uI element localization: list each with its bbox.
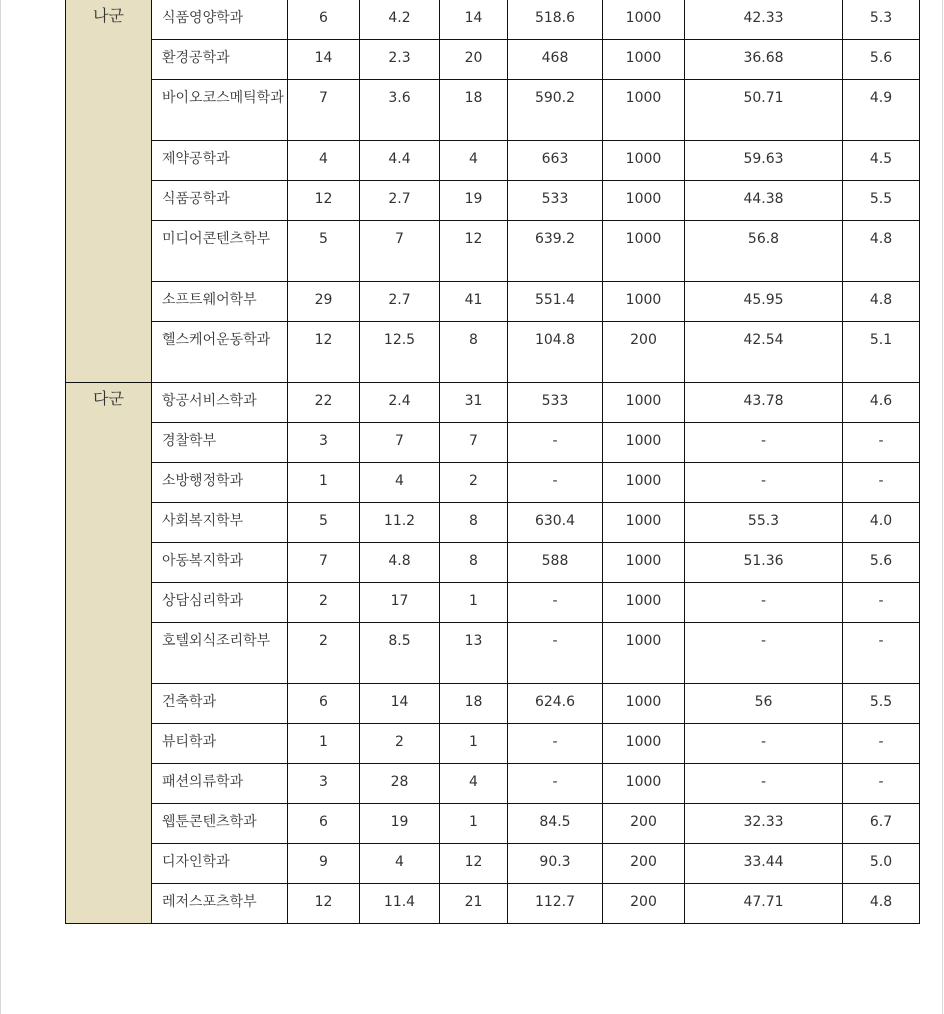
cell-score-max: 1000 [603,724,685,764]
cell-score-avg: 90.3 [508,844,603,884]
cell-score-avg: - [508,724,603,764]
cell-recruit-count: 22 [288,383,360,423]
cell-competition-rate: 3.6 [360,80,440,141]
cell-recruit-count: 14 [288,40,360,80]
department-name: 사회복지학부 [152,503,288,543]
cell-score-percent: 56 [685,684,843,724]
cell-score-avg: 518.6 [508,0,603,40]
cell-enrolled-count: 18 [440,684,508,724]
table-row [66,724,920,764]
cell-grade-avg: 5.0 [843,844,920,884]
cell-grade-avg: 4.9 [843,80,920,141]
cell-enrolled-count: 19 [440,181,508,221]
cell-score-percent: 55.3 [685,503,843,543]
cell-score-percent: 33.44 [685,844,843,884]
cell-score-percent: 59.63 [685,141,843,181]
department-name: 디자인학과 [152,844,288,884]
cell-score-max: 1000 [603,40,685,80]
table-row [66,322,920,383]
cell-enrolled-count: 8 [440,322,508,383]
cell-score-max: 200 [603,884,685,924]
table-row [66,623,920,684]
cell-competition-rate: 12.5 [360,322,440,383]
cell-competition-rate: 7 [360,221,440,282]
cell-enrolled-count: 1 [440,804,508,844]
cell-competition-rate: 4.2 [360,0,440,40]
table-row [66,80,920,141]
cell-competition-rate: 4.8 [360,543,440,583]
cell-score-percent: - [685,463,843,503]
cell-score-max: 1000 [603,181,685,221]
cell-score-max: 1000 [603,684,685,724]
cell-recruit-count: 6 [288,0,360,40]
cell-score-avg: - [508,463,603,503]
cell-grade-avg: 5.5 [843,181,920,221]
table-row [66,543,920,583]
cell-recruit-count: 12 [288,322,360,383]
table-row [66,40,920,80]
department-name: 상담심리학과 [152,583,288,623]
cell-competition-rate: 2 [360,724,440,764]
cell-recruit-count: 1 [288,463,360,503]
cell-recruit-count: 3 [288,764,360,804]
department-name: 뷰티학과 [152,724,288,764]
cell-score-percent: 45.95 [685,282,843,322]
department-name: 아동복지학과 [152,543,288,583]
cell-enrolled-count: 18 [440,80,508,141]
cell-competition-rate: 14 [360,684,440,724]
cell-score-max: 1000 [603,623,685,684]
cell-score-avg: - [508,623,603,684]
department-name: 소프트웨어학부 [152,282,288,322]
cell-score-max: 1000 [603,80,685,141]
cell-grade-avg: 6.7 [843,804,920,844]
table-row [66,383,920,423]
cell-score-max: 1000 [603,0,685,40]
cell-enrolled-count: 12 [440,221,508,282]
table-row [66,282,920,322]
cell-score-percent: 36.68 [685,40,843,80]
cell-enrolled-count: 21 [440,884,508,924]
cell-enrolled-count: 7 [440,423,508,463]
cell-grade-avg: - [843,423,920,463]
cell-score-max: 1000 [603,141,685,181]
department-name: 패션의류학과 [152,764,288,804]
cell-competition-rate: 2.7 [360,282,440,322]
table-row [66,764,920,804]
admission-group-label: 나군 [66,0,152,383]
department-name: 소방행정학과 [152,463,288,503]
cell-score-percent: 32.33 [685,804,843,844]
cell-recruit-count: 12 [288,884,360,924]
department-name: 경찰학부 [152,423,288,463]
cell-score-percent: 42.33 [685,0,843,40]
cell-competition-rate: 17 [360,583,440,623]
cell-enrolled-count: 4 [440,764,508,804]
table-row [66,884,920,924]
cell-grade-avg: - [843,583,920,623]
department-name: 호텔외식조리학부 [152,623,288,684]
cell-competition-rate: 4 [360,844,440,884]
cell-grade-avg: 5.6 [843,543,920,583]
cell-enrolled-count: 1 [440,583,508,623]
cell-score-avg: 630.4 [508,503,603,543]
cell-score-max: 200 [603,804,685,844]
cell-score-max: 200 [603,322,685,383]
table-row [66,423,920,463]
cell-recruit-count: 5 [288,221,360,282]
cell-score-avg: 588 [508,543,603,583]
department-name: 웹툰콘텐츠학과 [152,804,288,844]
cell-grade-avg: 4.8 [843,282,920,322]
cell-score-avg: 551.4 [508,282,603,322]
cell-score-avg: 112.7 [508,884,603,924]
cell-score-percent: 56.8 [685,221,843,282]
cell-score-percent: 50.71 [685,80,843,141]
cell-score-percent: - [685,724,843,764]
cell-enrolled-count: 2 [440,463,508,503]
cell-score-avg: 84.5 [508,804,603,844]
department-name: 제약공학과 [152,141,288,181]
cell-grade-avg: - [843,463,920,503]
table-row [66,844,920,884]
cell-score-max: 200 [603,844,685,884]
cell-grade-avg: 4.8 [843,884,920,924]
cell-grade-avg: 5.6 [843,40,920,80]
department-name: 바이오코스메틱학과 [152,80,288,141]
cell-score-avg: 624.6 [508,684,603,724]
cell-score-max: 1000 [603,383,685,423]
department-name: 건축학과 [152,684,288,724]
cell-score-percent: 51.36 [685,543,843,583]
cell-score-percent: - [685,423,843,463]
cell-score-max: 1000 [603,221,685,282]
department-name: 식품영양학과 [152,0,288,40]
cell-score-avg: - [508,764,603,804]
cell-recruit-count: 29 [288,282,360,322]
cell-grade-avg: 5.5 [843,684,920,724]
cell-enrolled-count: 31 [440,383,508,423]
table-row [66,141,920,181]
cell-enrolled-count: 12 [440,844,508,884]
cell-score-max: 1000 [603,463,685,503]
cell-score-avg: - [508,583,603,623]
table-row [66,804,920,844]
cell-enrolled-count: 8 [440,503,508,543]
cell-score-avg: 639.2 [508,221,603,282]
department-name: 항공서비스학과 [152,383,288,423]
cell-grade-avg: 4.0 [843,503,920,543]
table-row [66,503,920,543]
admission-results-table [65,0,920,924]
department-name: 레저스포츠학부 [152,884,288,924]
admission-group-label: 다군 [66,383,152,924]
cell-grade-avg: 5.1 [843,322,920,383]
cell-recruit-count: 3 [288,423,360,463]
cell-score-max: 1000 [603,543,685,583]
cell-score-avg: 533 [508,181,603,221]
cell-competition-rate: 7 [360,423,440,463]
cell-enrolled-count: 41 [440,282,508,322]
cell-enrolled-count: 13 [440,623,508,684]
table-row [66,221,920,282]
cell-score-avg: 663 [508,141,603,181]
cell-recruit-count: 2 [288,583,360,623]
cell-grade-avg: - [843,623,920,684]
cell-recruit-count: 7 [288,543,360,583]
table-row [66,181,920,221]
cell-recruit-count: 9 [288,844,360,884]
cell-score-percent: 44.38 [685,181,843,221]
cell-competition-rate: 2.7 [360,181,440,221]
cell-enrolled-count: 1 [440,724,508,764]
cell-score-max: 1000 [603,503,685,543]
cell-score-max: 1000 [603,583,685,623]
cell-score-percent: - [685,623,843,684]
cell-enrolled-count: 8 [440,543,508,583]
cell-competition-rate: 4.4 [360,141,440,181]
table-row [66,583,920,623]
cell-score-avg: 590.2 [508,80,603,141]
department-name: 헬스케어운동학과 [152,322,288,383]
department-name: 식품공학과 [152,181,288,221]
cell-enrolled-count: 20 [440,40,508,80]
department-name: 미디어콘텐츠학부 [152,221,288,282]
cell-competition-rate: 11.4 [360,884,440,924]
cell-recruit-count: 7 [288,80,360,141]
cell-grade-avg: 5.3 [843,0,920,40]
cell-competition-rate: 19 [360,804,440,844]
cell-recruit-count: 6 [288,804,360,844]
cell-recruit-count: 5 [288,503,360,543]
cell-score-avg: 468 [508,40,603,80]
cell-recruit-count: 1 [288,724,360,764]
cell-enrolled-count: 4 [440,141,508,181]
cell-score-percent: - [685,583,843,623]
table-body [66,0,920,924]
cell-competition-rate: 11.2 [360,503,440,543]
cell-score-avg: 104.8 [508,322,603,383]
cell-competition-rate: 8.5 [360,623,440,684]
cell-grade-avg: 4.8 [843,221,920,282]
cell-score-max: 1000 [603,423,685,463]
cell-enrolled-count: 14 [440,0,508,40]
cell-score-percent: - [685,764,843,804]
table-row [66,463,920,503]
cell-recruit-count: 4 [288,141,360,181]
cell-score-percent: 42.54 [685,322,843,383]
cell-score-percent: 47.71 [685,884,843,924]
cell-score-max: 1000 [603,282,685,322]
cell-recruit-count: 2 [288,623,360,684]
cell-recruit-count: 12 [288,181,360,221]
cell-grade-avg: 4.5 [843,141,920,181]
cell-score-avg: - [508,423,603,463]
cell-competition-rate: 2.4 [360,383,440,423]
table-row [66,0,920,40]
cell-recruit-count: 6 [288,684,360,724]
cell-score-avg: 533 [508,383,603,423]
cell-grade-avg: - [843,764,920,804]
cell-score-max: 1000 [603,764,685,804]
cell-competition-rate: 4 [360,463,440,503]
cell-competition-rate: 28 [360,764,440,804]
cell-grade-avg: - [843,724,920,764]
cell-score-percent: 43.78 [685,383,843,423]
department-name: 환경공학과 [152,40,288,80]
cell-competition-rate: 2.3 [360,40,440,80]
table-row [66,684,920,724]
cell-grade-avg: 4.6 [843,383,920,423]
